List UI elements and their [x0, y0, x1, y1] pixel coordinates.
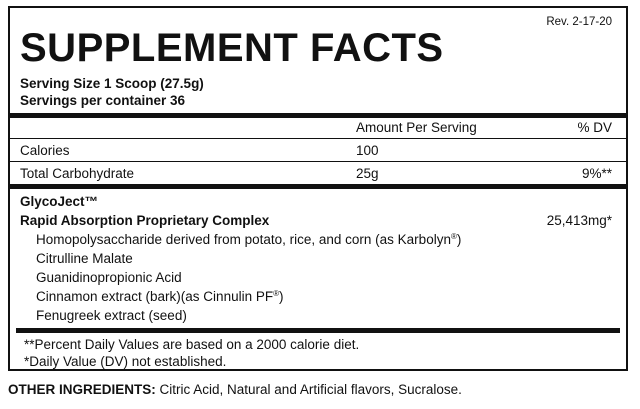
other-ingredients — [8, 383, 462, 397]
thick-divider — [16, 328, 620, 333]
blend-brand: GlycoJect™ — [20, 194, 99, 209]
ingredient-item: Citrulline Malate — [36, 251, 133, 266]
panel-title: SUPPLEMENT FACTS — [20, 26, 444, 70]
dv-column-header: % DV — [577, 120, 612, 135]
supplement-facts-panel — [8, 6, 628, 371]
thick-divider — [10, 113, 626, 118]
thick-divider — [10, 184, 626, 189]
divider — [10, 161, 626, 162]
nutrient-amount-carbohydrate: 25g — [356, 166, 379, 181]
footnote: *Daily Value (DV) not established. — [24, 354, 227, 369]
other-ingredients-text: Citric Acid, Natural and Artificial flavors, Sucralose. — [155, 382, 462, 397]
revision-label: Rev. 2-17-20 — [546, 16, 612, 28]
ingredient-item: Homopolysaccharide derived from potato, rice, and corn (as Karbolyn®) — [36, 232, 462, 247]
servings-per-container: Servings per container 36 — [20, 93, 186, 108]
ingredient-item: Guanidinopropionic Acid — [36, 270, 182, 285]
nutrient-name-calories: Calories — [20, 143, 70, 158]
ingredient-item: Cinnamon extract (bark)(as Cinnulin PF®) — [36, 289, 284, 304]
other-ingredients-label: OTHER INGREDIENTS: — [8, 382, 156, 397]
amount-column-header: Amount Per Serving — [356, 120, 477, 135]
blend-amount: 25,413mg* — [546, 213, 612, 228]
blend-name: Rapid Absorption Proprietary Complex — [20, 213, 270, 228]
footnote: **Percent Daily Values are based on a 2000 calorie diet. — [24, 337, 360, 352]
nutrient-dv-carbohydrate: 9%** — [581, 166, 612, 181]
nutrient-name-carbohydrate: Total Carbohydrate — [20, 166, 135, 181]
nutrient-amount-calories: 100 — [356, 143, 379, 158]
serving-size: Serving Size 1 Scoop (27.5g) — [20, 76, 204, 91]
ingredient-item: Fenugreek extract (seed) — [36, 308, 187, 323]
divider — [10, 138, 626, 139]
